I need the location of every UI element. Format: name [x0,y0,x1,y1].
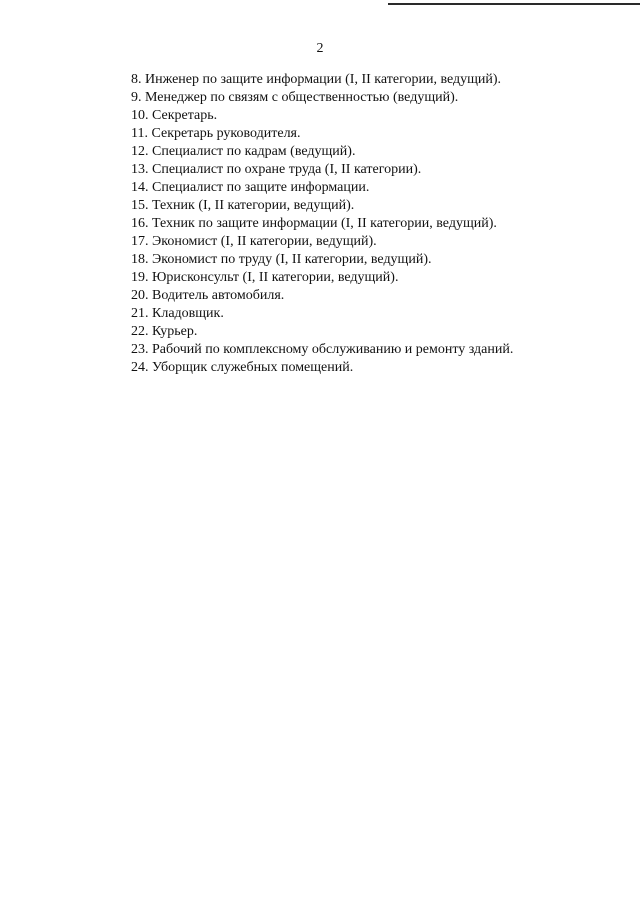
list-item: 8. Инженер по защите информации (I, II категории, ведущий). [131,72,502,87]
list-item: 19. Юрисконсульт (I, II категории, ведущий). [131,270,399,285]
list-item: 21. Кладовщик. [131,306,224,321]
list-item: 14. Специалист по защите информации. [131,180,370,195]
list-item: 22. Курьер. [131,324,198,339]
list-item: 9. Менеджер по связям с общественностью (ведущий). [131,90,459,105]
list-item: 11. Секретарь руководителя. [131,126,301,141]
scan-edge-line [388,3,640,5]
list-item: 15. Техник (I, II категории, ведущий). [131,198,355,213]
position-list [131,71,513,377]
page-number: 2 [316,41,324,56]
list-item: 20. Водитель автомобиля. [131,288,285,303]
list-item: 16. Техник по защите информации (I, II категории, ведущий). [131,216,497,231]
list-item: 12. Специалист по кадрам (ведущий). [131,144,356,159]
list-item: 23. Рабочий по комплексному обслуживанию и ремонту зданий. [131,342,514,357]
list-item: 10. Секретарь. [131,108,218,123]
list-item: 18. Экономист по труду (I, II категории, ведущий). [131,252,432,267]
list-item: 17. Экономист (I, II категории, ведущий). [131,234,377,249]
list-item: 24. Уборщик служебных помещений. [131,360,354,375]
list-item: 13. Специалист по охране труда (I, II категории). [131,162,422,177]
